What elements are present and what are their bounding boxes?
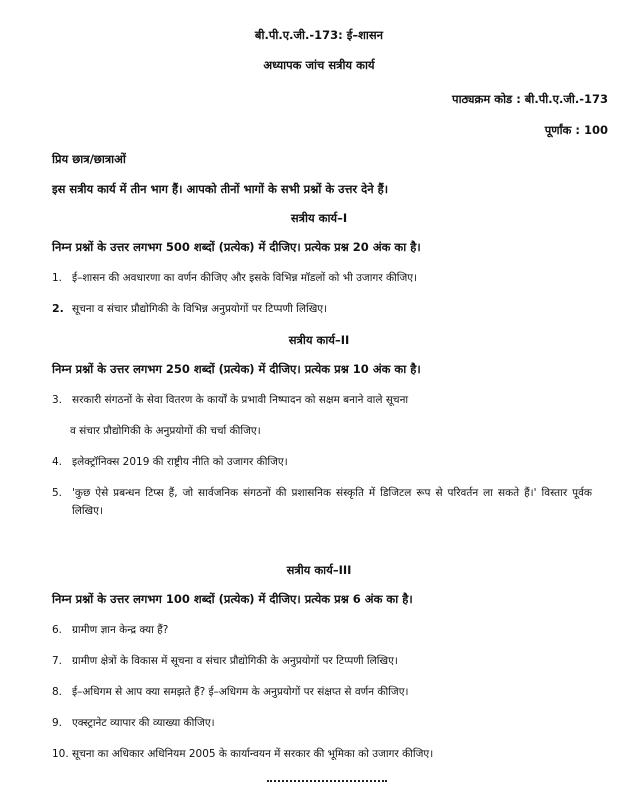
question-text: सूचना व संचार प्रौद्योगिकी के विभिन्न अनुप्रयोगों पर टिप्पणी लिखिए। <box>72 303 328 315</box>
question-item <box>52 484 592 520</box>
question-number: 5. <box>52 487 63 499</box>
question-item <box>52 685 409 699</box>
question-number: 8. <box>52 686 63 698</box>
question-number: 6. <box>52 624 63 636</box>
end-divider <box>267 780 387 782</box>
question-text: एक्स्ट्रानेट व्यापार की व्याख्या कीजिए। <box>72 717 215 729</box>
section-instruction-1: निम्न प्रश्नों के उत्तर लगभग 500 शब्दों (प्रत्येक) में दीजिए। प्रत्येक प्रश्न 20 अंक का है। <box>52 240 421 254</box>
question-text: ई–अधिगम से आप क्या समझते हैं? ई–अधिगम के अनुप्रयोगों पर संक्षप्त से वर्णन कीजिए। <box>72 686 409 698</box>
question-item <box>52 654 398 668</box>
section-instruction-3: निम्न प्रश्नों के उत्तर लगभग 100 शब्दों (प्रत्येक) में दीजिए। प्रत्येक प्रश्न 6 अंक का है। <box>52 592 413 606</box>
question-text: 'कुछ ऐसे प्रबन्धन टिप्स हैं, जो सार्वजनिक संगठनों की प्रशासनिक संस्कृति में डिजिटल रूप से परिवर्तन ला सकते हैं।' विस्तार पूर्वक लिखिए। <box>72 487 592 517</box>
assignment-title: अध्यापक जांच सत्रीय कार्य <box>263 58 375 72</box>
question-text: ग्रामीण ज्ञान केन्द्र क्या हैं? <box>72 624 169 636</box>
question-text: इलेक्ट्रॉनिक्स 2019 की राष्ट्रीय नीति को उजागर कीजिए। <box>72 456 288 468</box>
question-number: 10. <box>52 748 69 760</box>
max-marks: पूर्णांक : 100 <box>544 123 608 137</box>
question-text: सरकारी संगठनों के सेवा वितरण के कार्यों के प्रभावी निष्पादन को सक्षम बनाने वाले सूचना <box>72 394 409 406</box>
general-instruction: इस सत्रीय कार्य में तीन भाग हैं। आपको तीनों भागों के सभी प्रश्नों के उत्तर देने हैं। <box>52 182 389 196</box>
course-title: बी.पी.ए.जी.-173: ई–शासन <box>254 28 384 42</box>
section-heading-1: सत्रीय कार्य–I <box>290 211 348 225</box>
greeting: प्रिय छात्र/छात्राओं <box>52 152 126 166</box>
question-number: 7. <box>52 655 63 667</box>
question-text: सूचना का अधिकार अधिनियम 2005 के कार्यान्वयन में सरकार की भूमिका को उजागर कीजिए। <box>72 748 434 760</box>
question-item <box>52 716 215 730</box>
question-item <box>52 271 417 285</box>
question-text: ग्रामीण क्षेत्रों के विकास में सूचना व संचार प्रौद्योगिकी के अनुप्रयोगों पर टिप्पणी लिखिए। <box>72 655 398 667</box>
section-instruction-2: निम्न प्रश्नों के उत्तर लगभग 250 शब्दों (प्रत्येक) में दीजिए। प्रत्येक प्रश्न 10 अंक का है। <box>52 362 421 376</box>
course-code: पाठ्यक्रम कोड : बी.पी.ए.जी.-173 <box>452 92 608 106</box>
question-item <box>52 455 288 469</box>
question-number: 2. <box>52 302 64 315</box>
question-text-continued: व संचार प्रौद्योगिकी के अनुप्रयोगों की चर्चा कीजिए। <box>70 425 261 437</box>
section-heading-2: सत्रीय कार्य–II <box>288 333 350 347</box>
section-heading-3: सत्रीय कार्य–III <box>286 563 352 577</box>
question-item <box>52 302 327 316</box>
question-number: 1. <box>52 272 63 284</box>
question-item <box>52 747 433 761</box>
question-item <box>52 393 408 407</box>
question-text: ई–शासन की अवधारणा का वर्णन कीजिए और इसके विभिन्न मॉडलों को भी उजागर कीजिए। <box>72 272 418 284</box>
question-number: 4. <box>52 456 63 468</box>
question-number: 3. <box>52 394 63 406</box>
question-number: 9. <box>52 717 63 729</box>
question-item <box>52 623 168 637</box>
